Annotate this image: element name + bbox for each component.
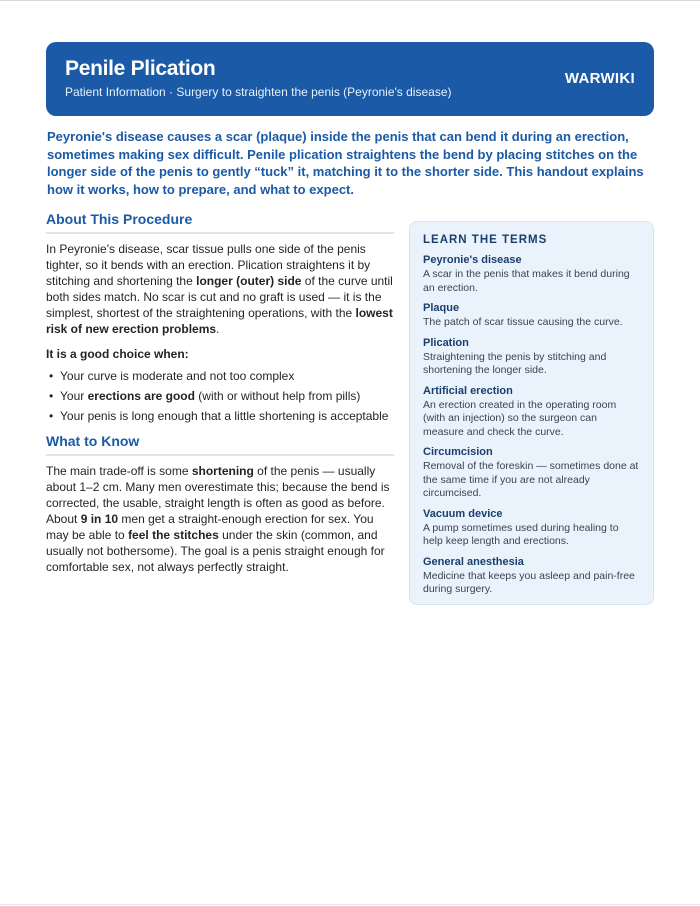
term-definition: Medicine that keeps you asleep and pain-free during surgery. — [423, 569, 635, 595]
know-text-4: under the skin (common, and usually not bothersome). The goal is a penis straight enough for comfortable sex, not always perfectly straight. — [46, 528, 385, 574]
list-item-text: Your — [60, 389, 88, 403]
main-column — [46, 211, 394, 575]
know-text-1: The main trade-off is some — [46, 464, 192, 478]
page-title: Penile Plication — [65, 57, 216, 80]
bottom-divider — [0, 904, 700, 905]
know-heading: What to Know — [46, 433, 394, 456]
know-text-2: of the penis — usually about 1–2 cm. Many men overestimate this; because the bend is corrected, the usable, straight length is often as good as before. About — [46, 464, 390, 526]
about-text-2: of the curve until both sides match. No scar is cut and no graft is used — it is the simplest, shortest of the straightening operations, with the — [46, 274, 393, 320]
glossary-term — [423, 445, 640, 501]
term-definition: Removal of the foreskin — sometimes done at the same time if you are not already circumcised. — [423, 460, 639, 499]
know-emphasis-stitches: feel the stitches — [128, 528, 219, 542]
term-name: Artificial erection — [423, 384, 513, 397]
brand-logo: WARWIKI — [564, 70, 635, 87]
bullet-icon: • — [49, 369, 54, 383]
term-definition: A pump sometimes used during healing to help keep length and erections. — [423, 521, 619, 547]
about-text-1: In Peyronie's disease, scar tissue pulls one side of the penis tighter, so it bends with an erection. Plication straightens it by stitching and shortening the — [46, 242, 371, 288]
list-item — [46, 368, 394, 384]
bullet-icon: • — [49, 409, 54, 423]
list-item — [46, 408, 394, 424]
list-item-text: Your penis is long enough that a little shortening is acceptable — [60, 409, 389, 423]
term-name: Vacuum device — [423, 507, 503, 520]
glossary-box — [409, 221, 654, 605]
good-choice-label: It is a good choice when: — [46, 347, 189, 361]
intro-summary: Peyronie's disease causes a scar (plaque) inside the penis that can bend it during an erection, sometimes making sex difficult. Penile plication straightens the bend by placing stitches on the longer side of the penis to gently “tuck” it, matching it to the shorter side. This handout explains how it works, how to prepare, and what to expect. — [47, 129, 644, 197]
good-choice-list — [46, 368, 394, 424]
term-name: Circumcision — [423, 446, 493, 458]
term-definition: The patch of scar tissue causing the curve. — [423, 316, 623, 328]
bullet-icon: • — [49, 389, 54, 403]
know-text-3: men get a straight-enough erection for sex. You may be able to — [46, 512, 374, 542]
about-text-3: . — [216, 322, 220, 336]
term-definition: A scar in the penis that makes it bend during an erection. — [423, 268, 630, 294]
about-emphasis-longer-side: longer (outer) side — [196, 274, 302, 288]
glossary-term — [423, 336, 640, 378]
about-heading: About This Procedure — [46, 211, 394, 234]
term-name: Plaque — [423, 302, 460, 314]
know-emphasis-ratio: 9 in 10 — [80, 512, 119, 526]
about-emphasis-lowest-risk: lowest risk of new erection problems — [46, 306, 393, 336]
term-name: Peyronie's disease — [423, 254, 522, 266]
top-divider — [0, 0, 700, 1]
glossary-term — [423, 555, 640, 597]
term-name: Plication — [423, 336, 469, 349]
glossary-term — [423, 301, 640, 330]
glossary-term — [423, 507, 640, 549]
list-item-text: Your curve is moderate and not too complex — [60, 369, 295, 383]
list-item-emphasis: erections are good — [87, 389, 195, 403]
about-paragraph — [46, 241, 394, 337]
term-definition: Straightening the penis by stitching and shortening the longer side. — [423, 350, 607, 376]
list-item — [46, 388, 394, 404]
know-paragraph — [46, 463, 394, 575]
page-header — [46, 42, 654, 116]
term-definition: An erection created in the operating room (with an injection) so the surgeon can measure and check the curve. — [423, 398, 617, 438]
list-item-text: (with or without help from pills) — [194, 389, 361, 403]
glossary-title: LEARN THE TERMS — [423, 234, 548, 246]
know-emphasis-shortening: shortening — [191, 464, 254, 478]
glossary-term — [423, 253, 640, 295]
term-name: General anesthesia — [423, 555, 524, 568]
glossary-term — [423, 384, 640, 440]
page-subtitle: Patient Information · Surgery to straighten the penis (Peyronie's disease) — [65, 85, 452, 99]
